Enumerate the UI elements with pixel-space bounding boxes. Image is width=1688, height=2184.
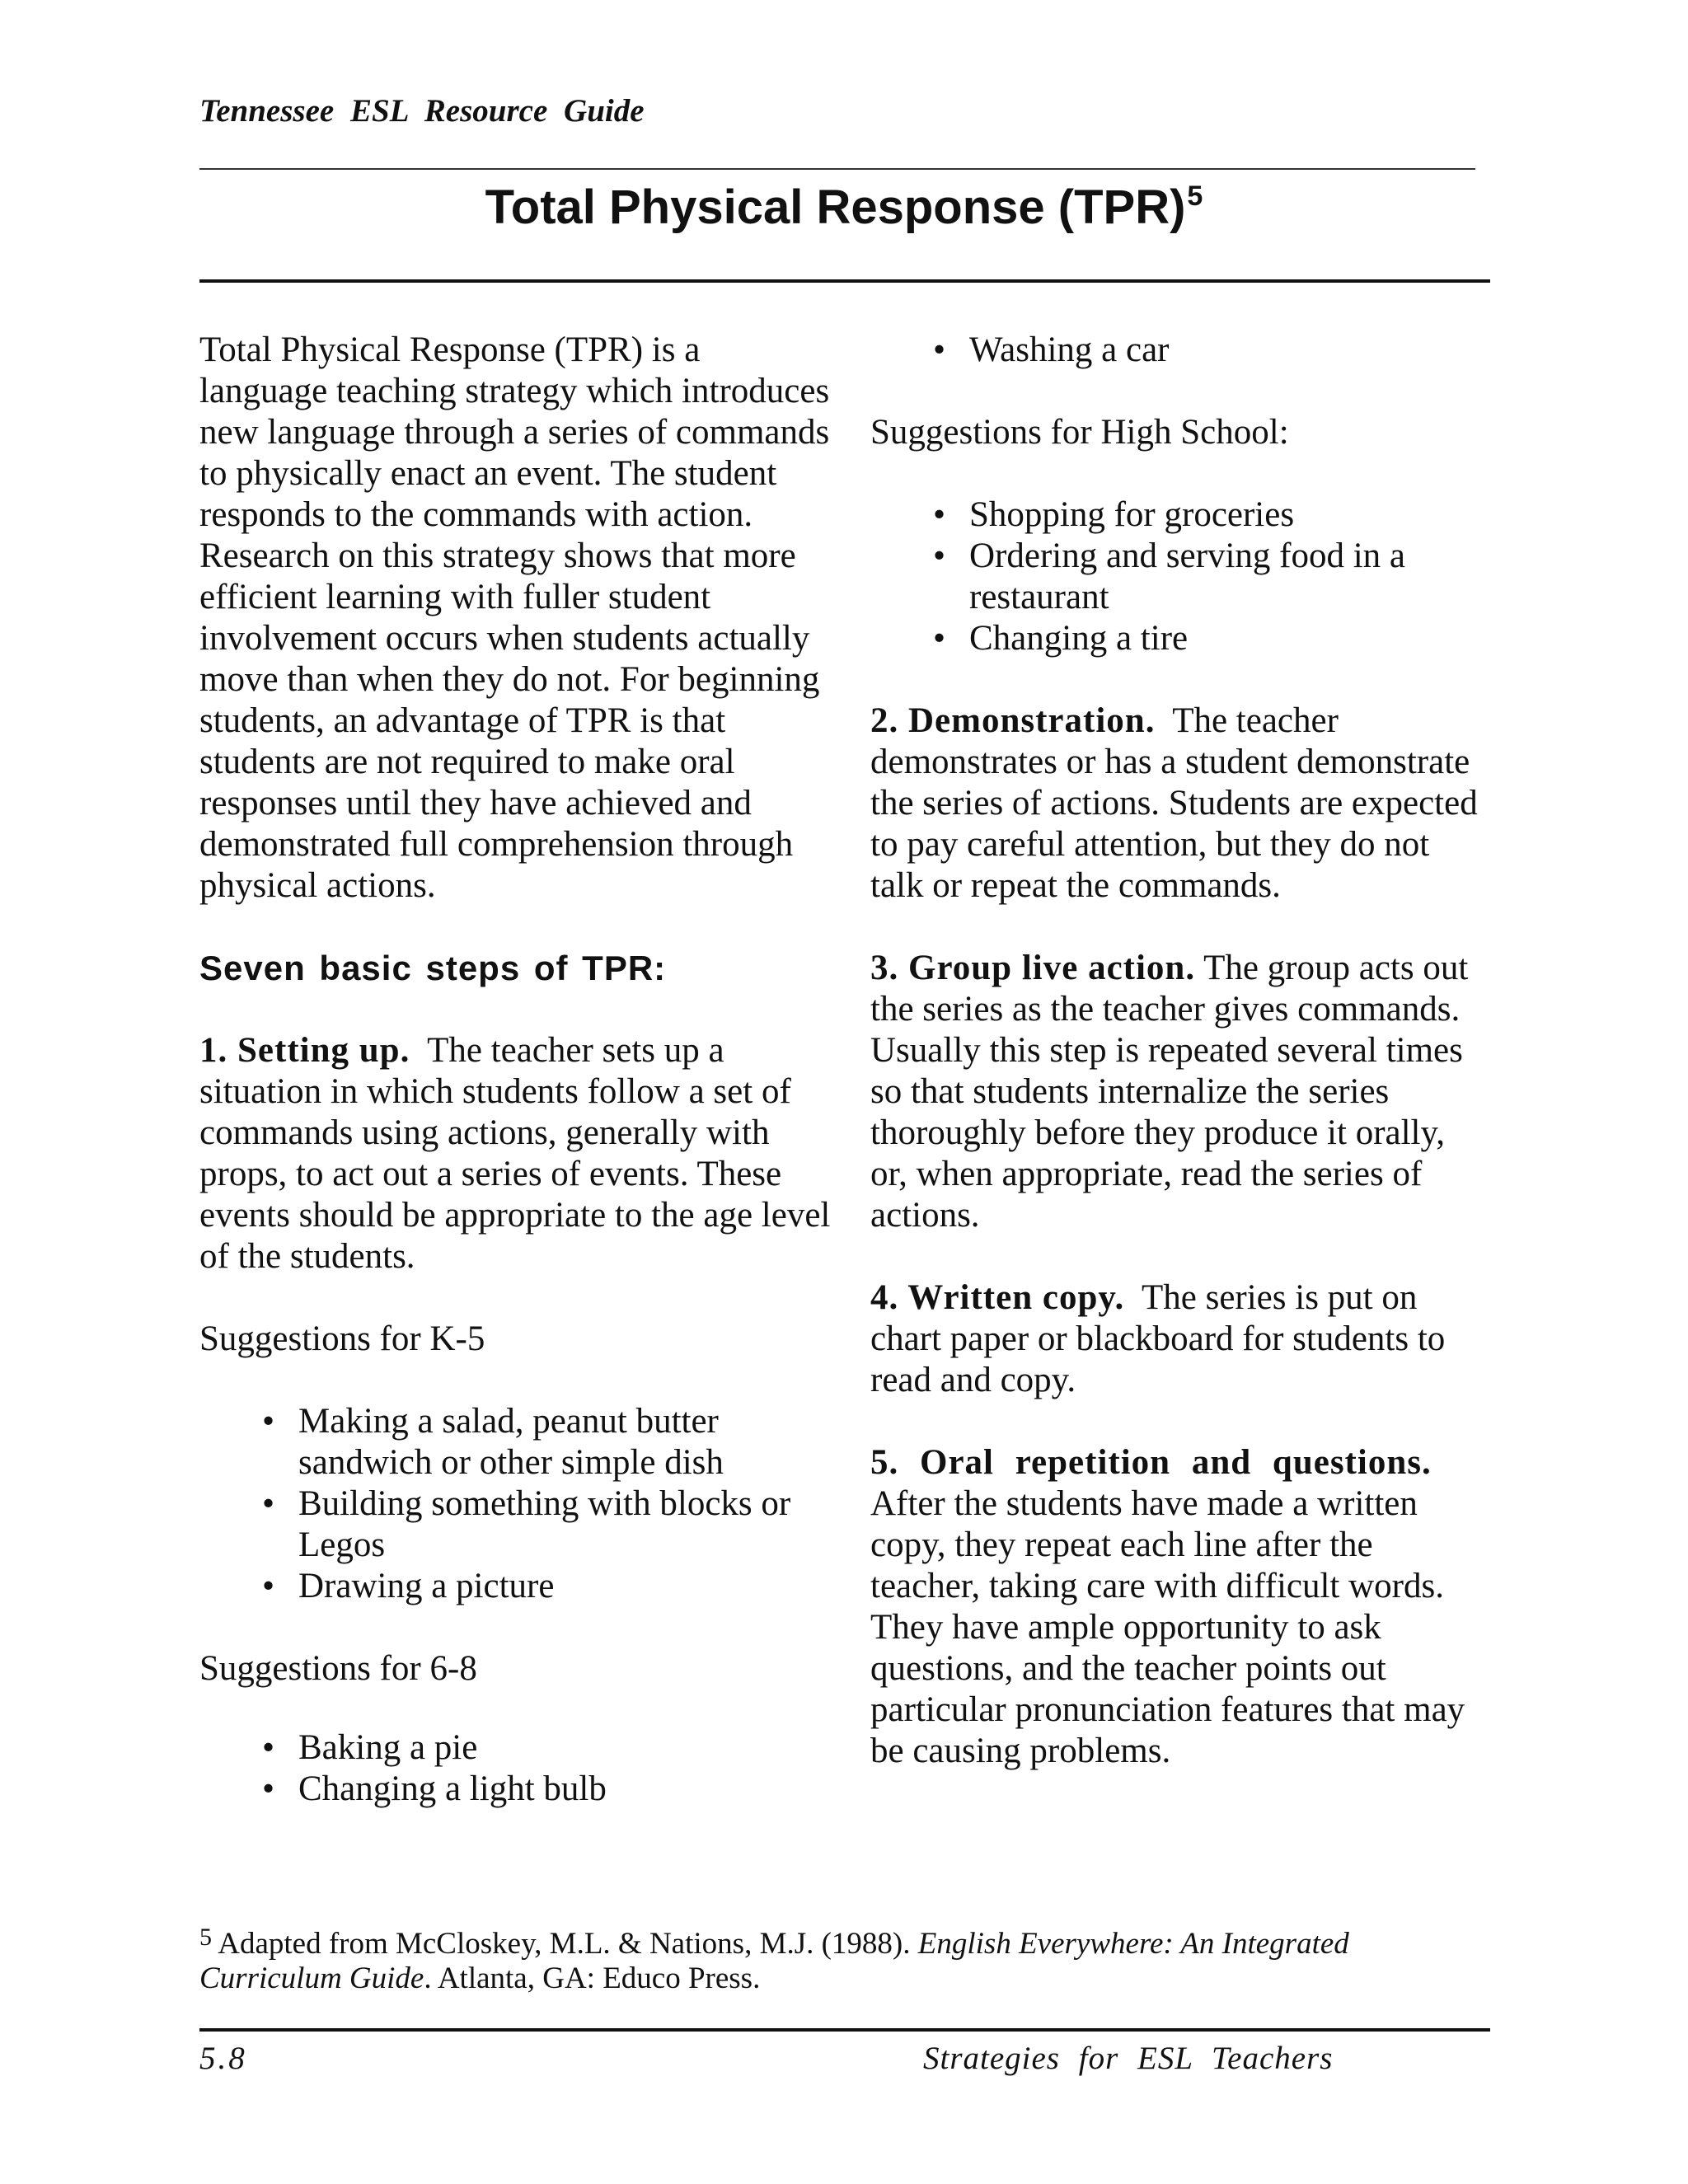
footnote-mark: 5	[199, 1924, 212, 1951]
list-item-text: Changing a light bulb	[298, 1769, 607, 1808]
list-item-text: Ordering and serving food in a restaurant	[969, 537, 1405, 616]
step-5-body: After the students have made a written copy, they repeat each line after the teacher, taking care with difficult words. They have ample opportunity to ask questions, and the teacher points out particular pronunciation features that may be causing problems.	[870, 1484, 1465, 1770]
list-item-text: Building something with blocks or Legos	[298, 1484, 791, 1564]
list-item	[262, 1566, 834, 1607]
step-4-title: 4. Written copy.	[870, 1278, 1125, 1317]
step-3-title: 3. Group live action.	[870, 949, 1196, 987]
list-item	[262, 1401, 834, 1483]
header-rule	[199, 168, 1475, 170]
hs-label: Suggestions for High School:	[870, 413, 1289, 452]
step-3-body: The group acts out the series as the teacher gives commands. Usually this step is repeated several times so that students internalize the series thoroughly before they produce it orally, or, when appropriate, read the series of actions.	[870, 949, 1469, 1235]
footer-section-title: Strategies for ESL Teachers	[923, 2041, 1334, 2076]
running-header: Tennessee ESL Resource Guide	[199, 93, 645, 129]
step-4-paragraph	[870, 1277, 1490, 1401]
step-4-body: The series is put on chart paper or blackboard for students to read and copy.	[870, 1278, 1446, 1399]
list-item-text: Making a salad, peanut butter sandwich or other simple dish	[298, 1402, 724, 1482]
footnote-title: English Everywhere: An Integrated Curriculum Guide	[199, 1927, 1349, 1995]
list-item-text: Washing a car	[969, 330, 1170, 369]
list-item-text: Baking a pie	[298, 1728, 478, 1767]
left-column	[199, 330, 834, 1851]
footnote-text: Adapted from McCloskey, M.L. & Nations, M.J. (1988).	[218, 1927, 911, 1961]
right-column	[870, 330, 1490, 1813]
footer-rule	[199, 2028, 1490, 2032]
g68-list	[199, 1727, 834, 1810]
page-title	[0, 180, 1688, 235]
bullet-icon: •	[933, 619, 946, 658]
steps-heading: Seven basic steps of TPR:	[199, 949, 667, 987]
bullet-icon: •	[262, 1402, 275, 1441]
list-item	[933, 536, 1490, 618]
step-2-body: The teacher demonstrates or has a student demonstrate the series of actions. Students are expected to pay careful attention, but they do not talk or repeat the commands.	[870, 701, 1478, 905]
bullet-icon: •	[933, 495, 946, 534]
step-1-title: 1. Setting up.	[199, 1031, 410, 1070]
page-title-text: Total Physical Response (TPR)	[485, 180, 1186, 234]
step-5-title: 5. Oral repetition and questions.	[870, 1443, 1432, 1482]
bullet-icon: •	[933, 537, 946, 575]
bullet-icon: •	[262, 1728, 275, 1767]
bullet-icon: •	[262, 1769, 275, 1808]
step-1-body: The teacher sets up a situation in which students follow a set of commands using actions, generally with props, to act out a series of events. These events should be appropriate to the age level of the students.	[199, 1031, 831, 1276]
bullet-icon: •	[262, 1484, 275, 1523]
g68-list-continued	[870, 330, 1490, 371]
footnote-publisher: . Atlanta, GA: Educo Press.	[424, 1961, 761, 1995]
list-item	[262, 1769, 834, 1810]
list-item	[933, 494, 1490, 536]
bullet-icon: •	[262, 1567, 275, 1605]
step-2-title: 2. Demonstration.	[870, 701, 1156, 740]
list-item-text: Drawing a picture	[298, 1567, 555, 1605]
bullet-icon: •	[933, 330, 946, 369]
page-number: 5.8	[199, 2041, 247, 2076]
list-item	[933, 618, 1490, 659]
title-rule	[199, 279, 1490, 283]
step-3-paragraph	[870, 948, 1490, 1236]
list-item	[262, 1483, 834, 1566]
list-item-text: Changing a tire	[969, 619, 1189, 658]
step-1-paragraph	[199, 1030, 834, 1277]
list-item	[262, 1727, 834, 1769]
step-5-paragraph	[870, 1442, 1490, 1772]
g68-label: Suggestions for 6-8	[199, 1649, 477, 1688]
footnote	[199, 1920, 1493, 1996]
page-title-footnote-mark: 5	[1187, 180, 1203, 212]
step-2-paragraph	[870, 701, 1490, 907]
hs-list	[870, 494, 1490, 659]
list-item-text: Shopping for groceries	[969, 495, 1295, 534]
k5-label: Suggestions for K-5	[199, 1319, 485, 1358]
k5-list	[199, 1401, 834, 1607]
intro-paragraph: Total Physical Response (TPR) is a language teaching strategy which introduces new language through a series of commands to physically enact an event. The student responds to the commands with action. Research on this strategy shows that more efficient learning with fuller student involvement occurs when students actually move than when they do not. For beginning students, an advantage of TPR is that students are not required to make oral responses until they have achieved and demonstrated full comprehension through physical actions.	[199, 330, 830, 905]
list-item	[933, 330, 1490, 371]
